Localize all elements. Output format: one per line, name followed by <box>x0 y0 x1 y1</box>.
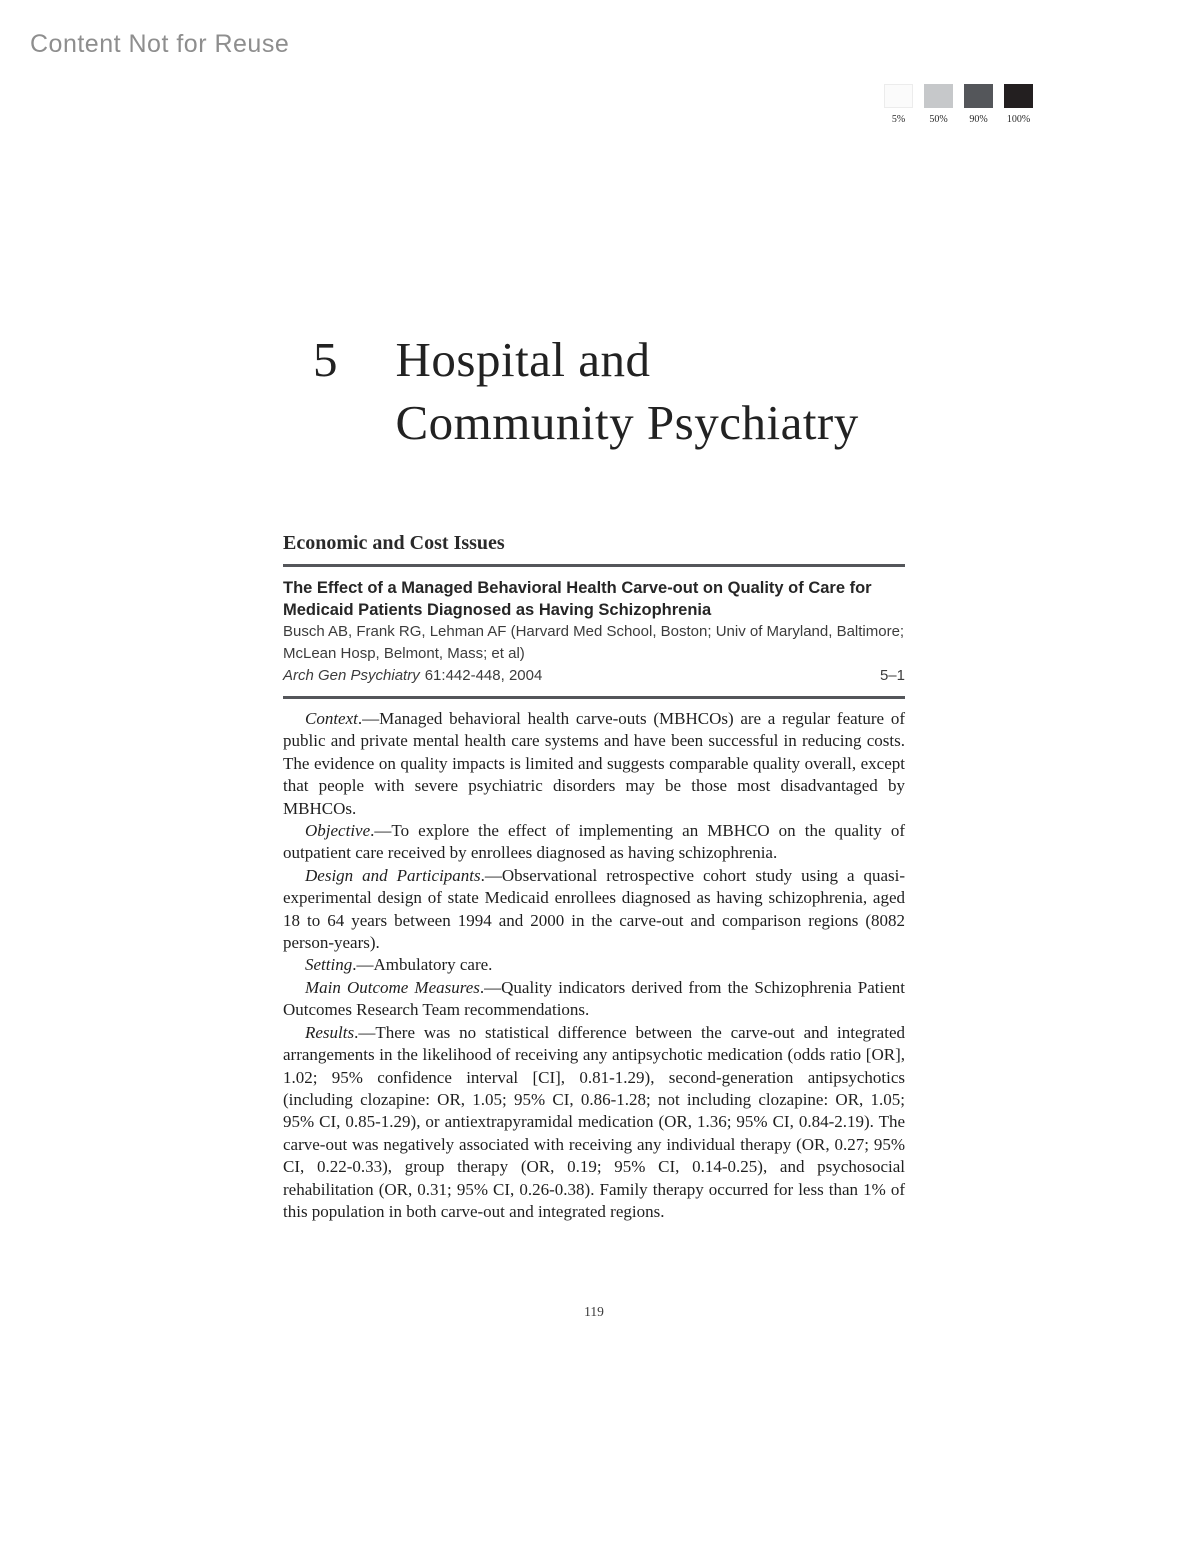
abstract-body <box>283 708 905 1223</box>
article-title: The Effect of a Managed Behavioral Health Carve-out on Quality of Care for Medicaid Patients Diagnosed as Having Schizophrenia <box>283 579 872 619</box>
grayscale-chip-90 <box>964 84 993 108</box>
abstract-paragraph-design <box>283 865 905 955</box>
page-number: 119 <box>584 1304 604 1319</box>
watermark-text: Content Not for Reuse <box>30 30 290 58</box>
chapter-title-line-2: Community Psychiatry <box>395 395 859 450</box>
abstract-paragraph-objective <box>283 820 905 865</box>
label-separator: .— <box>354 1022 376 1042</box>
abstract-paragraph-outcomes <box>283 977 905 1022</box>
grayscale-label-50: 50% <box>929 114 948 125</box>
paragraph-label: Main Outcome Measures <box>305 977 480 997</box>
label-separator: .— <box>479 977 502 997</box>
paragraph-label: Design and Participants <box>305 865 481 885</box>
label-separator: .— <box>352 955 374 975</box>
paragraph-label: Setting <box>305 955 353 975</box>
chapter-heading <box>313 328 859 454</box>
abstract-paragraph-context <box>283 708 905 820</box>
grayscale-label-5: 5% <box>891 114 906 125</box>
grayscale-label-90: 90% <box>969 114 988 125</box>
divider-rule-top <box>283 564 905 567</box>
grayscale-label-100: 100% <box>1006 114 1031 125</box>
paragraph-text: Observational retrospective cohort study using a quasi-experimental design of state Medicaid enrollees diagnosed as having schizophrenia, aged 18 to 64 years between 1994 and 2000 in the carve-out and comparison regions (8082 person-years). <box>283 865 905 953</box>
article-column <box>283 532 905 1223</box>
grayscale-chip-5 <box>884 84 913 108</box>
section-heading: Economic and Cost Issues <box>283 532 505 554</box>
grayscale-swatch-90 <box>964 84 993 125</box>
label-separator: .— <box>370 821 392 841</box>
paragraph-label: Results <box>305 1022 355 1042</box>
paragraph-text: There was no statistical difference between the carve-out and integrated arrangements in the likelihood of receiving any antipsychotic medication (odds ratio [OR], 1.02; 95% confidence interval [CI], 0.81-1.29), second-generation antipsychotics (including clozapine: OR, 1.05; 95% CI, 0.86-1.28; not including clozapine: OR, 1.05; 95% CI, 0.85-1.29), or antiextrapyramidal medication (OR, 1.36; 95% CI, 0.84-2.19). The carve-out was negatively associated with receiving any individual therapy (OR, 0.27; 95% CI, 0.22-0.33), group therapy (OR, 0.19; 95% CI, 0.14-0.25), and psychosocial rehabilitation (OR, 0.31; 95% CI, 0.26-0.38). Family therapy occurred for less than 1% of this population in both carve-out and integrated regions. <box>283 1022 905 1221</box>
grayscale-chip-50 <box>924 84 953 108</box>
citation-details: 61:442-448, 2004 <box>424 667 543 684</box>
paragraph-text: Quality indicators derived from the Schizophrenia Patient Outcomes Research Team recommendations. <box>283 977 905 1020</box>
article-citation-line <box>283 665 905 687</box>
chapter-title-line-1: Hospital and <box>395 332 651 387</box>
label-separator: .— <box>480 865 502 885</box>
abstract-reference-number: 5–1 <box>879 667 905 684</box>
grayscale-swatch-5 <box>884 84 913 125</box>
label-separator: .— <box>357 709 380 728</box>
divider-rule-bottom <box>283 696 905 699</box>
article-authors: Busch AB, Frank RG, Lehman AF (Harvard Med School, Boston; Univ of Maryland, Baltimore; McLean Hosp, Belmont, Mass; et al) <box>283 623 905 662</box>
paragraph-label: Objective <box>305 821 371 841</box>
grayscale-calibration-bar <box>884 84 1033 125</box>
grayscale-swatch-100 <box>1004 84 1033 125</box>
grayscale-chip-100 <box>1004 84 1033 108</box>
grayscale-swatch-50 <box>924 84 953 125</box>
paragraph-label: Context <box>305 709 358 728</box>
abstract-paragraph-results <box>283 1022 905 1224</box>
chapter-title <box>396 328 859 454</box>
paragraph-text: Managed behavioral health carve-outs (MBHCOs) are a regular feature of public and private mental health care systems and have been successful in reducing costs. The evidence on quality impacts is limited and suggests comparable quality overall, except that people with severe psychiatric disorders may be those most disadvantaged by MBHCOs. <box>283 709 905 818</box>
abstract-paragraph-setting <box>283 954 905 976</box>
paragraph-text: To explore the effect of implementing an MBHCO on the quality of outpatient care received by enrollees diagnosed as having schizophrenia. <box>283 821 905 863</box>
chapter-number: 5 <box>313 332 338 387</box>
paragraph-text: Ambulatory care. <box>373 955 493 975</box>
journal-name: Arch Gen Psychiatry <box>283 667 420 684</box>
